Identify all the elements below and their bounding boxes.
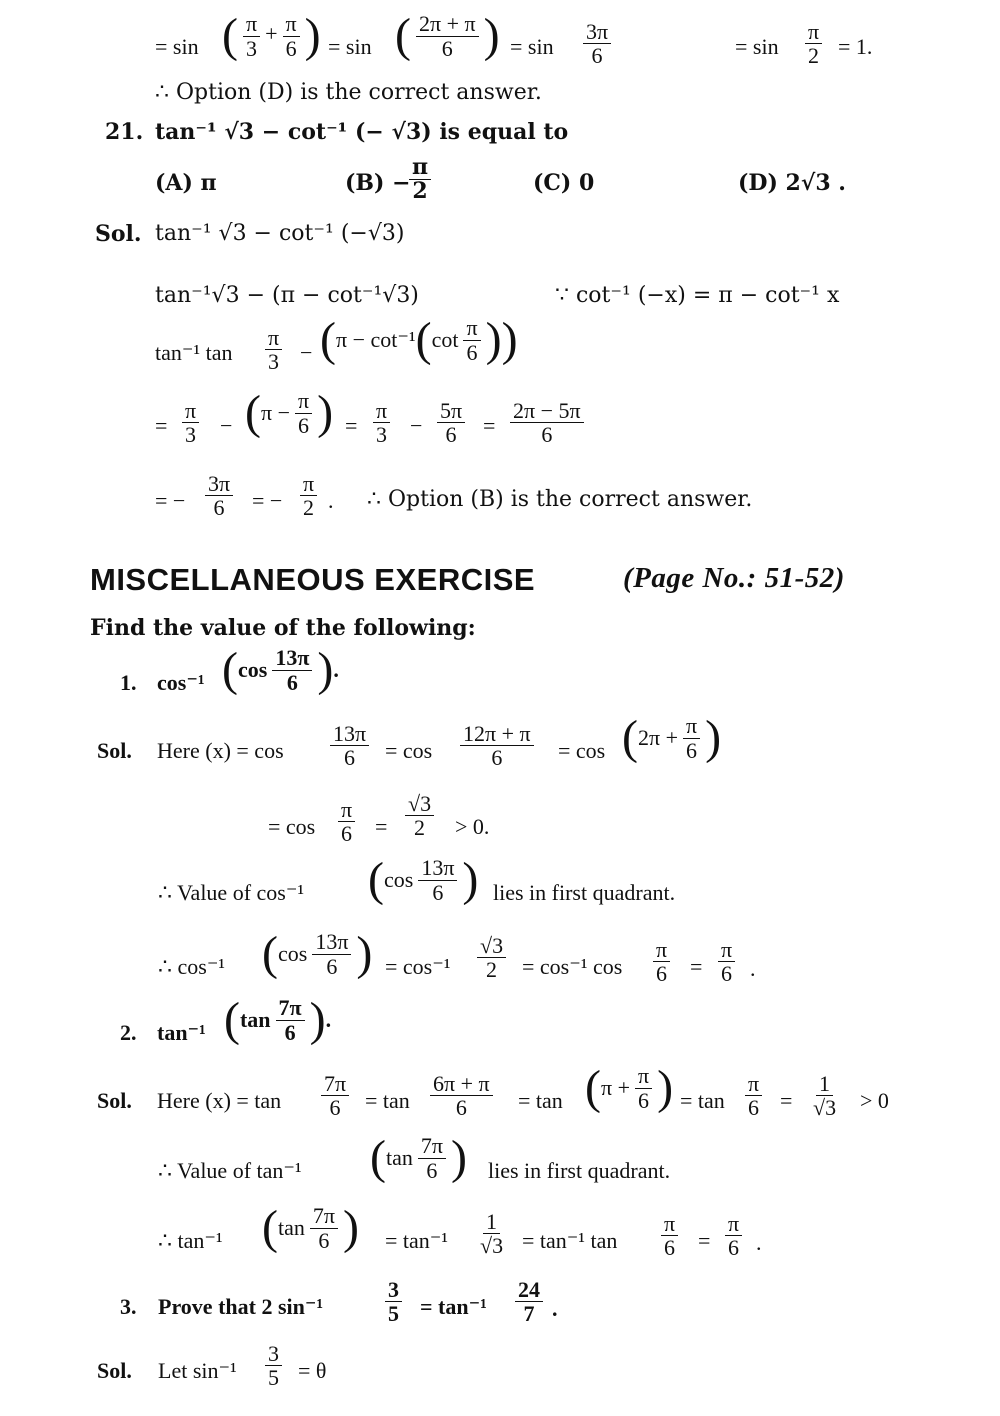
sol-expression: tan⁻¹ √3 − cot⁻¹ (−√3) xyxy=(155,221,405,246)
operator: = xyxy=(483,413,496,438)
option-c: (C) 0 xyxy=(533,170,595,196)
expr-term: = cos⁻¹ cos xyxy=(522,954,623,979)
operator: = xyxy=(690,954,703,979)
fraction: $\frac{2\pi + \pi}{6}$ xyxy=(416,12,479,59)
q21-options xyxy=(0,154,1000,210)
operator: = xyxy=(155,413,168,438)
fraction: $\frac{√3}{2}$ xyxy=(477,934,506,981)
p1-line3 xyxy=(0,853,1000,920)
close-paren: ) xyxy=(304,9,321,62)
fraction: $\frac{3\pi}{6}$ xyxy=(205,472,233,519)
fraction: $\frac{2\pi - 5\pi}{6}$ xyxy=(510,399,584,446)
fraction: $\frac{5\pi}{6}$ xyxy=(437,399,465,446)
q20-term: = sin xyxy=(328,34,372,59)
paren-group: (cos $\frac{13\pi}{6}$ ) xyxy=(368,853,479,906)
problem-1 xyxy=(0,643,1000,710)
expr-term: = tan⁻¹ xyxy=(385,1228,448,1253)
fraction: $\frac{12\pi + \pi}{6}$ xyxy=(460,722,534,769)
problem-3 xyxy=(0,1276,1000,1336)
expr-term: ∴ Value of cos⁻¹ xyxy=(158,880,305,905)
expr-term: tan⁻¹ xyxy=(157,1020,206,1045)
sol-label: Sol. xyxy=(97,1088,132,1113)
operator: − xyxy=(300,340,313,365)
fraction: $\frac{\pi}{2}$ xyxy=(805,20,822,67)
option-b-fraction: $\frac{\pi}{2}$ xyxy=(409,156,431,203)
q20-term: = sin xyxy=(155,34,199,59)
fraction: $\frac{\pi}{3}$ xyxy=(373,399,390,446)
fraction: $\frac{3}{5}$ xyxy=(265,1342,282,1389)
fraction: $\frac{\pi}{3}$ xyxy=(182,399,199,446)
paren-group: (tan $\frac{7\pi}{6}$ ) xyxy=(262,1201,359,1254)
question-text: tan⁻¹ √3 − cot⁻¹ (− √3) is equal to xyxy=(155,119,569,145)
expr-term: lies in first quadrant. xyxy=(493,880,676,905)
period: . xyxy=(756,1230,762,1255)
fraction: $\frac{13\pi}{6}$ xyxy=(330,722,369,769)
fraction: $\frac{7\pi}{6}$ xyxy=(321,1072,349,1119)
operator: = xyxy=(375,814,388,839)
problem-number: 3. xyxy=(120,1294,137,1319)
expr-term: > 0 xyxy=(860,1088,889,1113)
fraction: $\frac{√3}{2}$ xyxy=(405,792,434,839)
expr-term: = tan xyxy=(365,1088,410,1113)
heading-text: MISCELLANEOUS EXERCISE xyxy=(90,562,536,597)
paren-group: (tan $\frac{7\pi}{6}$ ) xyxy=(370,1131,467,1184)
step-term: tan⁻¹ tan xyxy=(155,340,233,365)
step-expression: tan⁻¹√3 − (π − cot⁻¹√3) xyxy=(155,283,419,308)
identity-note: ∵ cot⁻¹ (−x) = π − cot⁻¹ x xyxy=(555,283,840,308)
expr-term: = θ xyxy=(298,1358,327,1383)
instruction-text: Find the value of the following: xyxy=(90,615,476,641)
q20-term: = sin xyxy=(510,34,554,59)
operator: = xyxy=(698,1228,711,1253)
operator: = xyxy=(780,1088,793,1113)
operator: − xyxy=(220,413,233,438)
period: . xyxy=(552,1296,558,1321)
paren-group: (π − $\frac{\pi}{6}$ ) xyxy=(245,386,334,439)
conclusion-text: ∴ Option (B) is the correct answer. xyxy=(367,487,753,512)
q21-step3 xyxy=(0,386,1000,465)
expr-term: Here (x) = tan xyxy=(157,1088,282,1113)
fraction: $\frac{\pi}{6}$ xyxy=(338,798,355,845)
paren-group: (cos $\frac{13\pi}{6}$ ) xyxy=(262,927,373,980)
q20-solution-line xyxy=(0,9,1000,78)
expr-term: ∴ tan⁻¹ xyxy=(158,1228,223,1253)
period: . xyxy=(328,488,334,513)
fraction: $\frac{\pi}{6}$ xyxy=(725,1212,742,1259)
fraction: $\frac{1}{√3}$ xyxy=(813,1071,837,1121)
paren-group: (cos $\frac{13\pi}{6}$ ). xyxy=(222,643,339,696)
expr-term: ∴ cos⁻¹ xyxy=(158,954,226,979)
paren-group: (π − cot⁻¹(cot $\frac{\pi}{6}$ )) xyxy=(320,313,518,366)
expr-term: = cos xyxy=(385,738,433,763)
expr-term: cos⁻¹ xyxy=(157,670,205,695)
fraction: $\frac{\pi}{6}$ xyxy=(661,1212,678,1259)
sol-label: Sol. xyxy=(95,221,142,247)
operator: = − xyxy=(252,488,283,513)
fraction: $\frac{24}{7}$ xyxy=(515,1278,543,1325)
fraction: $\frac{6\pi + \pi}{6}$ xyxy=(430,1072,493,1119)
sol-label: Sol. xyxy=(97,1358,132,1383)
fraction: $\frac{\pi}{6}$ xyxy=(653,938,670,985)
question-number: 21. xyxy=(105,119,144,145)
fraction: $\frac{\pi}{3}$ xyxy=(265,326,282,373)
operator: = − xyxy=(155,488,186,513)
fraction: $\frac{1}{√3}$ xyxy=(480,1209,504,1259)
fraction: $\frac{\pi}{6}$ xyxy=(745,1072,762,1119)
paren-group: (2π + $\frac{\pi}{6}$ ) xyxy=(622,711,722,764)
expr-term: = tan⁻¹ tan xyxy=(522,1228,618,1253)
option-d: (D) 2√3 . xyxy=(738,170,846,196)
p3-line1 xyxy=(0,1340,1000,1400)
period: . xyxy=(750,956,756,981)
statement-text: Prove that 2 sin⁻¹ xyxy=(158,1294,324,1319)
expr-term: Let sin⁻¹ xyxy=(158,1358,237,1383)
expr-term: Here (x) = cos xyxy=(157,738,284,763)
expr-term: ∴ Value of tan⁻¹ xyxy=(158,1158,302,1183)
fraction: $\frac{3\pi}{6}$ xyxy=(583,20,611,67)
q20-paren-group: ( $\frac{\pi}{3}$ + $\frac{\pi}{6}$ ) xyxy=(222,9,321,62)
option-a: (A) π xyxy=(155,170,217,196)
p2-line1 xyxy=(0,1061,1000,1130)
page-reference: (Page No.: 51-52) xyxy=(623,562,845,594)
p2-line2 xyxy=(0,1131,1000,1198)
p1-line1 xyxy=(0,711,1000,780)
q20-term: = 1. xyxy=(838,34,873,59)
expr-term: = tan xyxy=(518,1088,563,1113)
expr-term: = cos⁻¹ xyxy=(385,954,451,979)
paren-group: (π + $\frac{\pi}{6}$ ) xyxy=(585,1061,674,1114)
operator: − xyxy=(410,413,423,438)
p1-line2 xyxy=(0,790,1000,850)
expr-term: = tan xyxy=(680,1088,725,1113)
q20-paren-group-2: ( $\frac{2\pi + \pi}{6}$ ) xyxy=(395,9,500,62)
problem-2 xyxy=(0,993,1000,1060)
sol-label: Sol. xyxy=(97,738,132,763)
problem-number: 2. xyxy=(120,1020,137,1045)
q20-term: = sin xyxy=(735,34,779,59)
fraction: $\frac{3}{5}$ xyxy=(385,1278,402,1325)
fraction: $\frac{\pi}{2}$ xyxy=(300,472,317,519)
fraction: $\frac{\pi}{6}$ xyxy=(718,938,735,985)
expr-term: > 0. xyxy=(455,814,490,839)
q21-step2 xyxy=(0,313,1000,390)
p1-line4 xyxy=(0,927,1000,990)
fraction: $\frac{\pi}{6}$ xyxy=(283,12,300,59)
p2-line3 xyxy=(0,1201,1000,1268)
paren-group: (tan $\frac{7\pi}{6}$ ). xyxy=(224,993,332,1046)
expr-term: = cos xyxy=(268,814,316,839)
statement-text: = tan⁻¹ xyxy=(420,1294,487,1319)
expr-term: = cos xyxy=(558,738,606,763)
fraction: $\frac{\pi}{3}$ xyxy=(243,12,260,59)
option-b: (B) − xyxy=(345,170,411,196)
problem-number: 1. xyxy=(120,670,137,695)
expr-term: lies in first quadrant. xyxy=(488,1158,671,1183)
operator: = xyxy=(345,413,358,438)
conclusion-text: ∴ Option (D) is the correct answer. xyxy=(155,80,542,105)
open-paren: ( xyxy=(222,9,238,62)
